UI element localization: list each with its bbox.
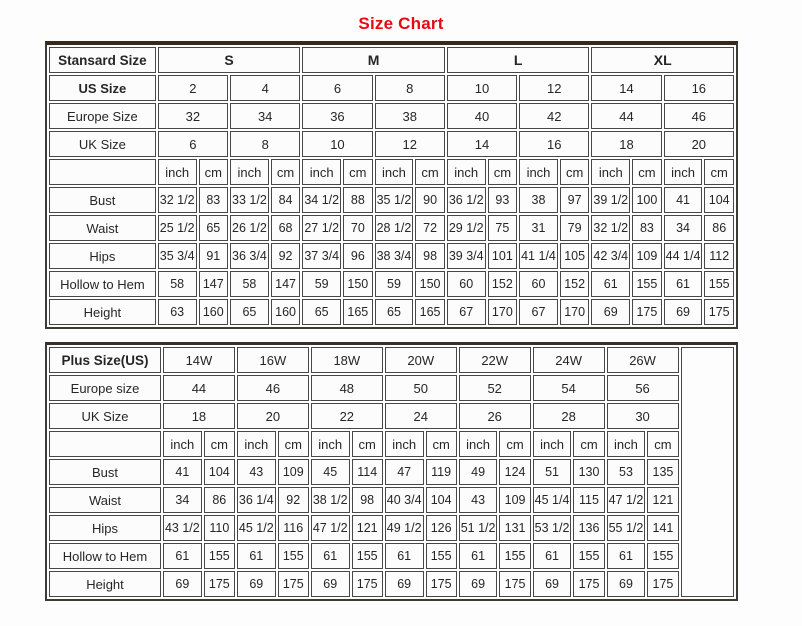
size-value-cell: 54 bbox=[533, 375, 605, 401]
measurement-value-cell: 60 bbox=[519, 271, 558, 297]
measurement-value-cell: 121 bbox=[352, 515, 383, 541]
measurement-value-cell: 34 bbox=[664, 215, 703, 241]
measurement-value-cell: 67 bbox=[447, 299, 486, 325]
measurement-value-cell: 65 bbox=[199, 215, 229, 241]
measurement-value-cell: 70 bbox=[343, 215, 373, 241]
measurement-value-cell: 51 bbox=[533, 459, 572, 485]
size-value-cell: 22 bbox=[311, 403, 383, 429]
row-label: Hips bbox=[49, 515, 161, 541]
measurement-value-cell: 69 bbox=[607, 571, 646, 597]
row-label: Waist bbox=[49, 487, 161, 513]
measurement-value-cell: 147 bbox=[271, 271, 301, 297]
plus-size-header-26w: 26W bbox=[607, 347, 679, 373]
plus-size-header-22w: 22W bbox=[459, 347, 531, 373]
size-value-cell: 56 bbox=[607, 375, 679, 401]
size-value-cell: 8 bbox=[375, 75, 445, 101]
measurement-value-cell: 155 bbox=[204, 543, 235, 569]
measurement-value-cell: 175 bbox=[426, 571, 457, 597]
unit-cm-cell: cm bbox=[415, 159, 445, 185]
size-value-cell: 36 bbox=[302, 103, 372, 129]
measurement-value-cell: 60 bbox=[447, 271, 486, 297]
group-header-l: L bbox=[447, 47, 590, 73]
unit-inch-cell: inch bbox=[375, 159, 414, 185]
size-value-cell: 14 bbox=[591, 75, 661, 101]
row-label: Waist bbox=[49, 215, 156, 241]
measurement-value-cell: 40 3/4 bbox=[385, 487, 424, 513]
row-label: Bust bbox=[49, 459, 161, 485]
size-value-cell: 16 bbox=[519, 131, 589, 157]
measurement-value-cell: 124 bbox=[499, 459, 530, 485]
row-label: Height bbox=[49, 299, 156, 325]
measurement-value-cell: 47 1/2 bbox=[311, 515, 350, 541]
size-value-cell: 24 bbox=[385, 403, 457, 429]
measurement-value-cell: 104 bbox=[426, 487, 457, 513]
size-value-cell: 48 bbox=[311, 375, 383, 401]
measurement-value-cell: 65 bbox=[375, 299, 414, 325]
measurement-value-cell: 61 bbox=[385, 543, 424, 569]
size-value-cell: 52 bbox=[459, 375, 531, 401]
measurement-value-cell: 155 bbox=[632, 271, 662, 297]
measurement-value-cell: 37 3/4 bbox=[302, 243, 341, 269]
measurement-value-cell: 65 bbox=[230, 299, 269, 325]
measurement-value-cell: 84 bbox=[271, 187, 301, 213]
measurement-value-cell: 67 bbox=[519, 299, 558, 325]
measurement-value-cell: 160 bbox=[271, 299, 301, 325]
measurement-value-cell: 69 bbox=[311, 571, 350, 597]
measurement-value-cell: 150 bbox=[415, 271, 445, 297]
size-chart-page bbox=[0, 14, 802, 601]
measurement-value-cell: 155 bbox=[278, 543, 309, 569]
size-value-cell: 42 bbox=[519, 103, 589, 129]
plus-size-header-16w: 16W bbox=[237, 347, 309, 373]
measurement-value-cell: 59 bbox=[375, 271, 414, 297]
measurement-value-cell: 155 bbox=[499, 543, 530, 569]
group-header-m: M bbox=[302, 47, 445, 73]
size-value-cell: 34 bbox=[230, 103, 300, 129]
unit-inch-cell: inch bbox=[591, 159, 630, 185]
unit-inch-cell: inch bbox=[447, 159, 486, 185]
measurement-value-cell: 34 1/2 bbox=[302, 187, 341, 213]
unit-cm-cell: cm bbox=[647, 431, 678, 457]
measurement-value-cell: 136 bbox=[573, 515, 604, 541]
measurement-value-cell: 53 bbox=[607, 459, 646, 485]
measurement-value-cell: 65 bbox=[302, 299, 341, 325]
unit-cm-cell: cm bbox=[352, 431, 383, 457]
measurement-value-cell: 115 bbox=[573, 487, 604, 513]
measurement-value-cell: 61 bbox=[664, 271, 703, 297]
measurement-value-cell: 36 3/4 bbox=[230, 243, 269, 269]
size-value-cell: 2 bbox=[158, 75, 228, 101]
measurement-value-cell: 175 bbox=[647, 571, 678, 597]
measurement-value-cell: 100 bbox=[632, 187, 662, 213]
measurement-value-cell: 33 1/2 bbox=[230, 187, 269, 213]
measurement-value-cell: 25 1/2 bbox=[158, 215, 197, 241]
measurement-value-cell: 97 bbox=[560, 187, 590, 213]
size-value-cell: 40 bbox=[447, 103, 517, 129]
size-value-cell: 6 bbox=[302, 75, 372, 101]
measurement-value-cell: 130 bbox=[573, 459, 604, 485]
measurement-value-cell: 90 bbox=[415, 187, 445, 213]
measurement-value-cell: 121 bbox=[647, 487, 678, 513]
measurement-value-cell: 61 bbox=[607, 543, 646, 569]
row-label: Height bbox=[49, 571, 161, 597]
measurement-value-cell: 61 bbox=[237, 543, 276, 569]
size-value-cell: 30 bbox=[607, 403, 679, 429]
measurement-value-cell: 110 bbox=[204, 515, 235, 541]
measurement-value-cell: 41 1/4 bbox=[519, 243, 558, 269]
row-label: Hollow to Hem bbox=[49, 543, 161, 569]
unit-inch-cell: inch bbox=[163, 431, 202, 457]
unit-inch-cell: inch bbox=[158, 159, 197, 185]
measurement-value-cell: 126 bbox=[426, 515, 457, 541]
measurement-value-cell: 175 bbox=[278, 571, 309, 597]
measurement-value-cell: 39 3/4 bbox=[447, 243, 486, 269]
measurement-value-cell: 42 3/4 bbox=[591, 243, 630, 269]
measurement-value-cell: 92 bbox=[271, 243, 301, 269]
measurement-value-cell: 86 bbox=[204, 487, 235, 513]
size-value-cell: 26 bbox=[459, 403, 531, 429]
measurement-value-cell: 38 3/4 bbox=[375, 243, 414, 269]
measurement-value-cell: 131 bbox=[499, 515, 530, 541]
measurement-value-cell: 104 bbox=[204, 459, 235, 485]
row-label: Hollow to Hem bbox=[49, 271, 156, 297]
unit-inch-cell: inch bbox=[519, 159, 558, 185]
measurement-value-cell: 35 1/2 bbox=[375, 187, 414, 213]
measurement-value-cell: 93 bbox=[488, 187, 518, 213]
page-title: Size Chart bbox=[358, 14, 444, 33]
unit-inch-cell: inch bbox=[385, 431, 424, 457]
measurement-value-cell: 26 1/2 bbox=[230, 215, 269, 241]
size-value-cell: 18 bbox=[591, 131, 661, 157]
measurement-value-cell: 38 bbox=[519, 187, 558, 213]
measurement-value-cell: 109 bbox=[278, 459, 309, 485]
measurement-value-cell: 32 1/2 bbox=[158, 187, 197, 213]
measurement-value-cell: 27 1/2 bbox=[302, 215, 341, 241]
size-value-cell: 38 bbox=[375, 103, 445, 129]
measurement-value-cell: 29 1/2 bbox=[447, 215, 486, 241]
measurement-value-cell: 91 bbox=[199, 243, 229, 269]
measurement-value-cell: 155 bbox=[352, 543, 383, 569]
size-value-cell: 4 bbox=[230, 75, 300, 101]
unit-inch-cell: inch bbox=[311, 431, 350, 457]
measurement-value-cell: 69 bbox=[385, 571, 424, 597]
measurement-value-cell: 155 bbox=[704, 271, 734, 297]
size-value-cell: 18 bbox=[163, 403, 235, 429]
unit-inch-cell: inch bbox=[302, 159, 341, 185]
plus-size-header-14w: 14W bbox=[163, 347, 235, 373]
size-value-cell: 46 bbox=[237, 375, 309, 401]
size-value-cell: 16 bbox=[664, 75, 734, 101]
measurement-value-cell: 68 bbox=[271, 215, 301, 241]
measurement-value-cell: 55 1/2 bbox=[607, 515, 646, 541]
measurement-value-cell: 141 bbox=[647, 515, 678, 541]
measurement-value-cell: 101 bbox=[488, 243, 518, 269]
measurement-value-cell: 44 1/4 bbox=[664, 243, 703, 269]
measurement-value-cell: 69 bbox=[591, 299, 630, 325]
unit-cm-cell: cm bbox=[704, 159, 734, 185]
measurement-value-cell: 175 bbox=[352, 571, 383, 597]
measurement-value-cell: 175 bbox=[499, 571, 530, 597]
measurement-value-cell: 112 bbox=[704, 243, 734, 269]
unit-cm-cell: cm bbox=[499, 431, 530, 457]
measurement-value-cell: 39 1/2 bbox=[591, 187, 630, 213]
measurement-value-cell: 43 bbox=[459, 487, 498, 513]
plus-size-header-24w: 24W bbox=[533, 347, 605, 373]
unit-cm-cell: cm bbox=[632, 159, 662, 185]
size-value-cell: 8 bbox=[230, 131, 300, 157]
standard-corner-label: Stansard Size bbox=[49, 47, 156, 73]
size-value-cell: 44 bbox=[163, 375, 235, 401]
tables-container bbox=[45, 41, 738, 601]
measurement-value-cell: 51 1/2 bbox=[459, 515, 498, 541]
measurement-value-cell: 88 bbox=[343, 187, 373, 213]
unit-cm-cell: cm bbox=[271, 159, 301, 185]
unit-inch-cell: inch bbox=[533, 431, 572, 457]
measurement-value-cell: 165 bbox=[415, 299, 445, 325]
measurement-value-cell: 175 bbox=[632, 299, 662, 325]
row-label: UK Size bbox=[49, 403, 161, 429]
group-header-xl: XL bbox=[591, 47, 734, 73]
measurement-value-cell: 43 1/2 bbox=[163, 515, 202, 541]
measurement-value-cell: 147 bbox=[199, 271, 229, 297]
row-label: Bust bbox=[49, 187, 156, 213]
measurement-value-cell: 61 bbox=[459, 543, 498, 569]
measurement-value-cell: 43 bbox=[237, 459, 276, 485]
size-value-cell: 32 bbox=[158, 103, 228, 129]
measurement-value-cell: 31 bbox=[519, 215, 558, 241]
measurement-value-cell: 83 bbox=[199, 187, 229, 213]
size-value-cell: 6 bbox=[158, 131, 228, 157]
unit-inch-cell: inch bbox=[230, 159, 269, 185]
measurement-value-cell: 61 bbox=[591, 271, 630, 297]
measurement-value-cell: 36 1/4 bbox=[237, 487, 276, 513]
size-value-cell: 12 bbox=[375, 131, 445, 157]
plus-size-header-18w: 18W bbox=[311, 347, 383, 373]
unit-inch-cell: inch bbox=[237, 431, 276, 457]
measurement-value-cell: 69 bbox=[664, 299, 703, 325]
size-value-cell: 20 bbox=[664, 131, 734, 157]
measurement-value-cell: 61 bbox=[533, 543, 572, 569]
measurement-value-cell: 92 bbox=[278, 487, 309, 513]
measurement-value-cell: 69 bbox=[533, 571, 572, 597]
measurement-value-cell: 47 1/2 bbox=[607, 487, 646, 513]
measurement-value-cell: 116 bbox=[278, 515, 309, 541]
measurement-value-cell: 34 bbox=[163, 487, 202, 513]
row-label: UK Size bbox=[49, 131, 156, 157]
unit-cm-cell: cm bbox=[278, 431, 309, 457]
measurement-value-cell: 45 1/4 bbox=[533, 487, 572, 513]
unit-row-spacer-cell bbox=[49, 431, 161, 457]
measurement-value-cell: 53 1/2 bbox=[533, 515, 572, 541]
measurement-value-cell: 104 bbox=[704, 187, 734, 213]
measurement-value-cell: 58 bbox=[230, 271, 269, 297]
measurement-value-cell: 47 bbox=[385, 459, 424, 485]
measurement-value-cell: 61 bbox=[163, 543, 202, 569]
unit-inch-cell: inch bbox=[607, 431, 646, 457]
measurement-value-cell: 175 bbox=[704, 299, 734, 325]
measurement-value-cell: 119 bbox=[426, 459, 457, 485]
unit-cm-cell: cm bbox=[343, 159, 373, 185]
measurement-value-cell: 96 bbox=[343, 243, 373, 269]
measurement-value-cell: 83 bbox=[632, 215, 662, 241]
row-label: Hips bbox=[49, 243, 156, 269]
empty-trailing-cell bbox=[681, 347, 734, 597]
measurement-value-cell: 36 1/2 bbox=[447, 187, 486, 213]
measurement-value-cell: 135 bbox=[647, 459, 678, 485]
size-value-cell: 10 bbox=[302, 131, 372, 157]
measurement-value-cell: 109 bbox=[632, 243, 662, 269]
group-header-s: S bbox=[158, 47, 301, 73]
size-value-cell: 28 bbox=[533, 403, 605, 429]
size-value-cell: 12 bbox=[519, 75, 589, 101]
measurement-value-cell: 41 bbox=[664, 187, 703, 213]
size-value-cell: 14 bbox=[447, 131, 517, 157]
unit-cm-cell: cm bbox=[488, 159, 518, 185]
measurement-value-cell: 45 1/2 bbox=[237, 515, 276, 541]
measurement-value-cell: 79 bbox=[560, 215, 590, 241]
unit-inch-cell: inch bbox=[664, 159, 703, 185]
measurement-value-cell: 150 bbox=[343, 271, 373, 297]
measurement-value-cell: 170 bbox=[560, 299, 590, 325]
row-label: Europe size bbox=[49, 375, 161, 401]
measurement-value-cell: 152 bbox=[488, 271, 518, 297]
measurement-value-cell: 35 3/4 bbox=[158, 243, 197, 269]
plus-size-table bbox=[45, 342, 738, 601]
row-label: Europe Size bbox=[49, 103, 156, 129]
measurement-value-cell: 155 bbox=[573, 543, 604, 569]
measurement-value-cell: 61 bbox=[311, 543, 350, 569]
measurement-value-cell: 109 bbox=[499, 487, 530, 513]
measurement-value-cell: 69 bbox=[163, 571, 202, 597]
measurement-value-cell: 38 1/2 bbox=[311, 487, 350, 513]
measurement-value-cell: 69 bbox=[459, 571, 498, 597]
row-label: US Size bbox=[49, 75, 156, 101]
size-value-cell: 44 bbox=[591, 103, 661, 129]
unit-cm-cell: cm bbox=[560, 159, 590, 185]
measurement-value-cell: 28 1/2 bbox=[375, 215, 414, 241]
size-value-cell: 50 bbox=[385, 375, 457, 401]
unit-cm-cell: cm bbox=[426, 431, 457, 457]
size-value-cell: 46 bbox=[664, 103, 734, 129]
measurement-value-cell: 32 1/2 bbox=[591, 215, 630, 241]
measurement-value-cell: 155 bbox=[647, 543, 678, 569]
unit-cm-cell: cm bbox=[204, 431, 235, 457]
unit-row-spacer-cell bbox=[49, 159, 156, 185]
plus-corner-label: Plus Size(US) bbox=[49, 347, 161, 373]
measurement-value-cell: 59 bbox=[302, 271, 341, 297]
unit-cm-cell: cm bbox=[573, 431, 604, 457]
plus-size-header-20w: 20W bbox=[385, 347, 457, 373]
measurement-value-cell: 41 bbox=[163, 459, 202, 485]
measurement-value-cell: 69 bbox=[237, 571, 276, 597]
measurement-value-cell: 49 1/2 bbox=[385, 515, 424, 541]
unit-cm-cell: cm bbox=[199, 159, 229, 185]
measurement-value-cell: 72 bbox=[415, 215, 445, 241]
measurement-value-cell: 49 bbox=[459, 459, 498, 485]
measurement-value-cell: 155 bbox=[426, 543, 457, 569]
measurement-value-cell: 98 bbox=[415, 243, 445, 269]
measurement-value-cell: 160 bbox=[199, 299, 229, 325]
size-value-cell: 10 bbox=[447, 75, 517, 101]
measurement-value-cell: 175 bbox=[573, 571, 604, 597]
measurement-value-cell: 105 bbox=[560, 243, 590, 269]
measurement-value-cell: 63 bbox=[158, 299, 197, 325]
measurement-value-cell: 98 bbox=[352, 487, 383, 513]
measurement-value-cell: 45 bbox=[311, 459, 350, 485]
measurement-value-cell: 175 bbox=[204, 571, 235, 597]
unit-inch-cell: inch bbox=[459, 431, 498, 457]
measurement-value-cell: 86 bbox=[704, 215, 734, 241]
measurement-value-cell: 165 bbox=[343, 299, 373, 325]
measurement-value-cell: 114 bbox=[352, 459, 383, 485]
measurement-value-cell: 75 bbox=[488, 215, 518, 241]
measurement-value-cell: 152 bbox=[560, 271, 590, 297]
standard-size-table bbox=[45, 41, 738, 329]
size-value-cell: 20 bbox=[237, 403, 309, 429]
measurement-value-cell: 170 bbox=[488, 299, 518, 325]
measurement-value-cell: 58 bbox=[158, 271, 197, 297]
